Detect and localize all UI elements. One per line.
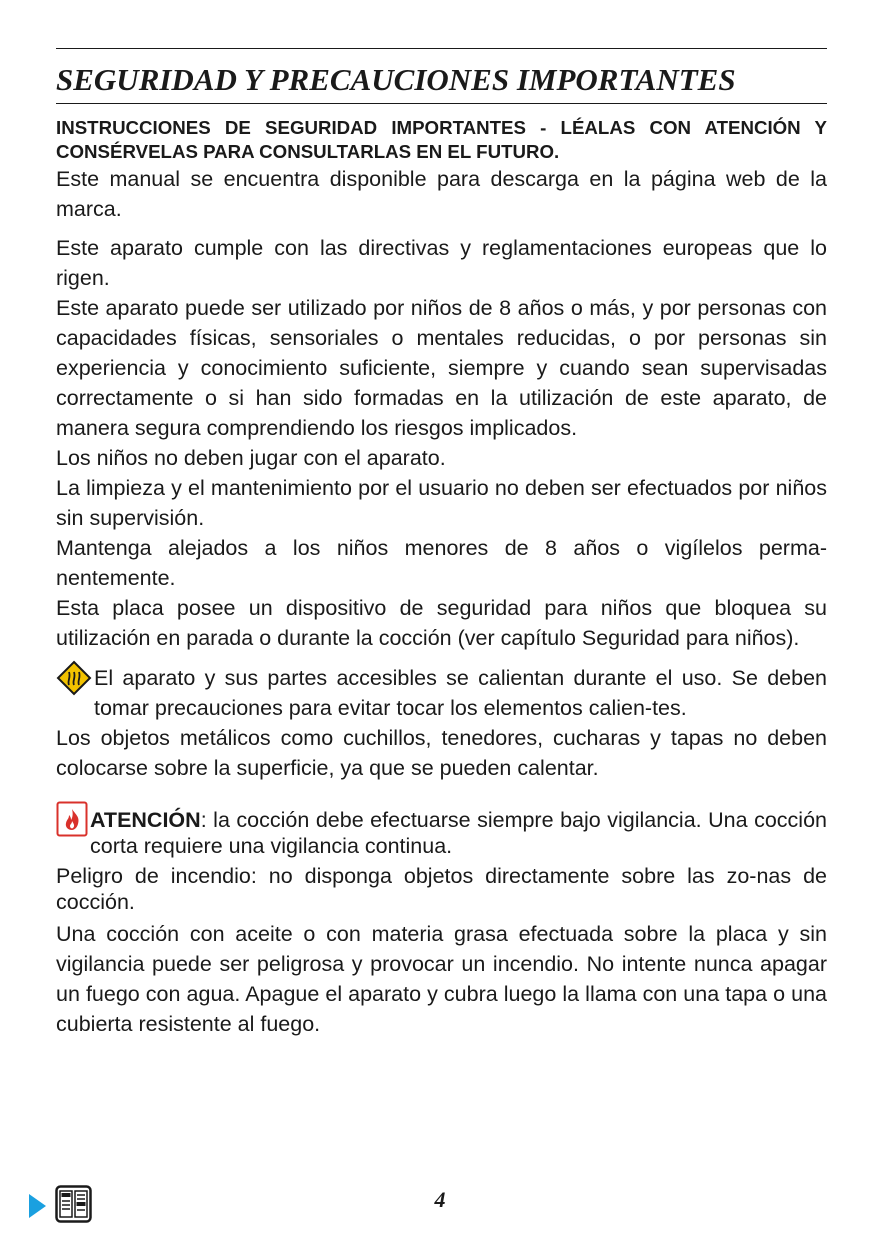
instructions-heading: INSTRUCCIONES DE SEGURIDAD IMPORTANTES - LÉALAS CON ATENCIÓN Y CONSÉRVELAS PARA CONSULTARLAS EN EL FUTURO. bbox=[56, 117, 827, 162]
page-number: 4 bbox=[434, 1187, 446, 1212]
paragraph-keep-away: Mantenga alejados a los niños menores de 8 años o vigílelos perma-nentemente. bbox=[56, 536, 827, 590]
paragraph-directives: Este aparato cumple con las directivas y reglamentaciones europeas que lo rigen. bbox=[56, 236, 827, 290]
paragraph-manual: Este manual se encuentra disponible para descarga en la página web de la marca. bbox=[56, 167, 827, 221]
title-rule bbox=[56, 103, 827, 104]
manual-book-icon[interactable] bbox=[55, 1185, 92, 1223]
arrow-right-icon[interactable] bbox=[27, 1193, 47, 1219]
attention-text: : la cocción debe efectuarse siempre bajo vigilancia. Una cocción corta requiere una vigilancia continua. bbox=[90, 808, 827, 858]
paragraph-oil-cooking: Una cocción con aceite o con materia grasa efectuada sobre la placa y sin vigilancia puede ser peligrosa y provocar un incendio. No intente nunca apagar un fuego con agua. Apague el aparato y cubra luego la llama con una tapa o una cubierta resistente al fuego. bbox=[56, 922, 827, 1036]
hot-warning-text: El aparato y sus partes accesibles se calientan durante el uso. Se deben tomar precauciones para evitar tocar los elementos calien-tes. bbox=[94, 666, 827, 720]
paragraph-cleaning: La limpieza y el mantenimiento por el usuario no deben ser efectuados por niños sin supervisión. bbox=[56, 476, 827, 530]
document-body bbox=[56, 116, 827, 1039]
attention-paragraph bbox=[56, 807, 827, 859]
paragraph-children-use: Este aparato puede ser utilizado por niños de 8 años o más, y por personas con capacidades físicas, sensoriales o mentales reducidas, o por personas sin experiencia y conocimiento suficiente, siempre y cuando sean supervisadas correctamente o si han sido formadas en la utilización de este aparato, de manera segura comprendiendo los riesgos implicados. bbox=[56, 296, 827, 440]
hot-warning-paragraph bbox=[56, 663, 827, 723]
top-rule bbox=[56, 48, 827, 49]
fire-hazard-icon bbox=[56, 801, 88, 837]
attention-label: ATENCIÓN bbox=[90, 808, 201, 832]
paragraph-no-play: Los niños no deben jugar con el aparato. bbox=[56, 446, 446, 470]
paragraph-child-lock: Esta placa posee un dispositivo de seguridad para niños que bloquea su utilización en parada o durante la cocción (ver capítulo Seguridad para niños). bbox=[56, 596, 827, 650]
paragraph-metal-objects: Los objetos metálicos como cuchillos, tenedores, cucharas y tapas no deben colocarse sobre la superficie, ya que se pueden calentar. bbox=[56, 726, 827, 780]
paragraph-fire-danger: Peligro de incendio: no disponga objetos directamente sobre las zo-nas de cocción. bbox=[56, 864, 827, 914]
page-title: SEGURIDAD Y PRECAUCIONES IMPORTANTES bbox=[56, 62, 736, 97]
hot-surface-icon bbox=[56, 660, 92, 696]
